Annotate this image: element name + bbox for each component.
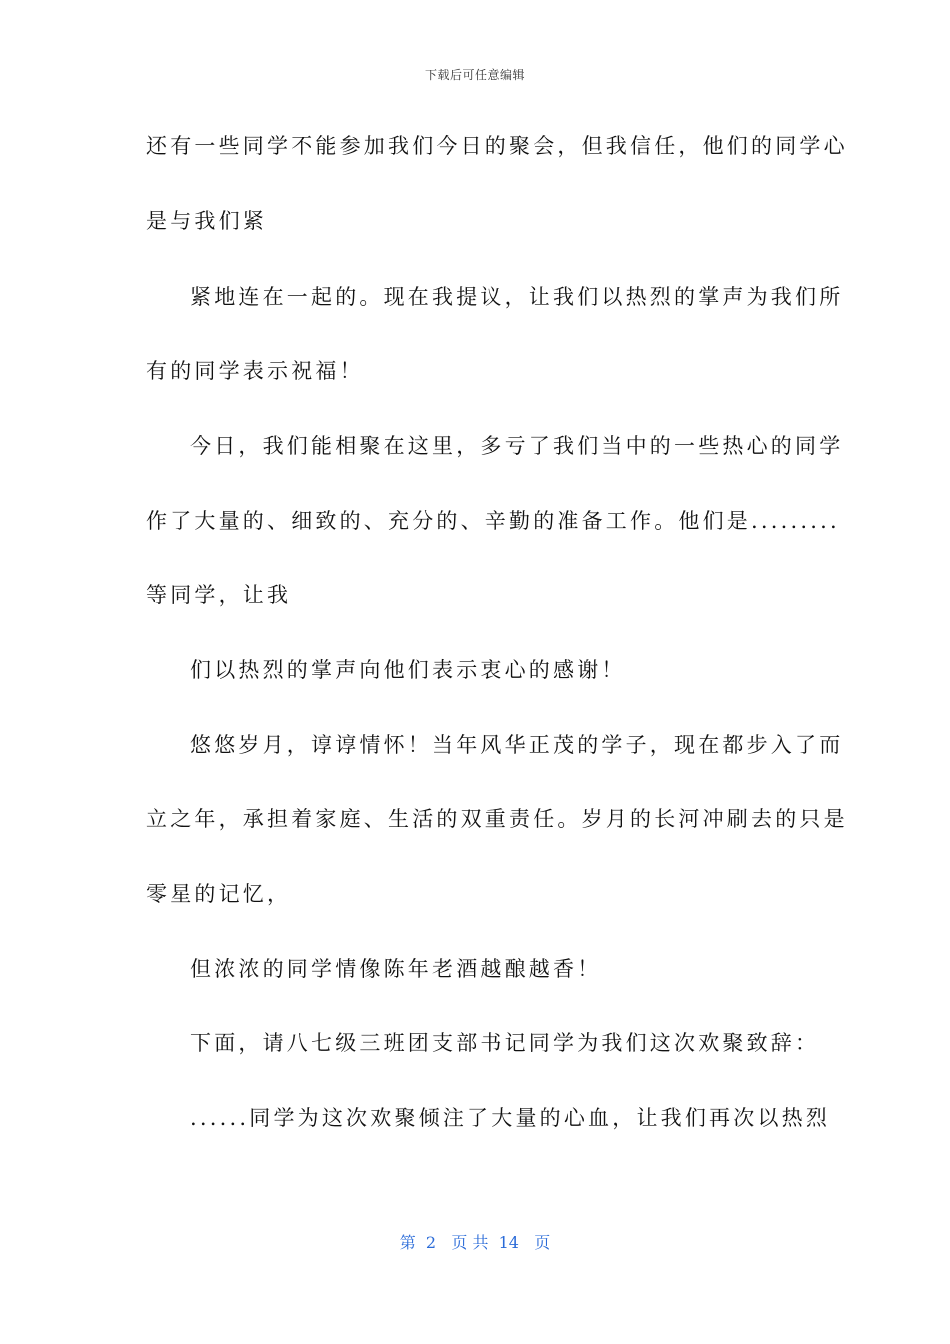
paragraph-line-3: 紧地连在一起的。现在我提议，让我们以热烈的掌声为我们所 xyxy=(190,285,844,309)
paragraph-line-1: 还有一些同学不能参加我们今日的聚会，但我信任，他们的同学心 xyxy=(146,134,848,158)
paragraph-line-4: 有的同学表示祝福！ xyxy=(146,359,364,383)
page-header: 下载后可任意编辑 xyxy=(424,68,525,82)
page-number-footer: 第 2 页 共 14 页 xyxy=(399,1233,551,1252)
paragraph-line-6: 作了大量的、细致的、充分的、辛勤的准备工作。他们是......... xyxy=(146,509,840,533)
paragraph-line-2: 是与我们紧 xyxy=(146,209,267,233)
paragraph-line-13: 下面，请八七级三班团支部书记同学为我们这次欢聚致辞： xyxy=(190,1031,820,1055)
paragraph-line-12: 但浓浓的同学情像陈年老酒越酿越香！ xyxy=(190,957,602,981)
paragraph-line-10: 立之年，承担着家庭、生活的双重责任。岁月的长河冲刷去的只是 xyxy=(146,807,848,831)
paragraph-line-9: 悠悠岁月，谆谆情怀！当年风华正茂的学子，现在都步入了而 xyxy=(190,733,844,757)
paragraph-line-14: ......同学为这次欢聚倾注了大量的心血，让我们再次以热烈 xyxy=(190,1106,831,1130)
paragraph-line-8: 们以热烈的掌声向他们表示衷心的感谢！ xyxy=(190,658,626,682)
paragraph-line-7: 等同学，让我 xyxy=(146,583,292,607)
paragraph-line-5: 今日，我们能相聚在这里，多亏了我们当中的一些热心的同学 xyxy=(190,434,844,458)
paragraph-line-11: 零星的记忆， xyxy=(146,882,292,906)
